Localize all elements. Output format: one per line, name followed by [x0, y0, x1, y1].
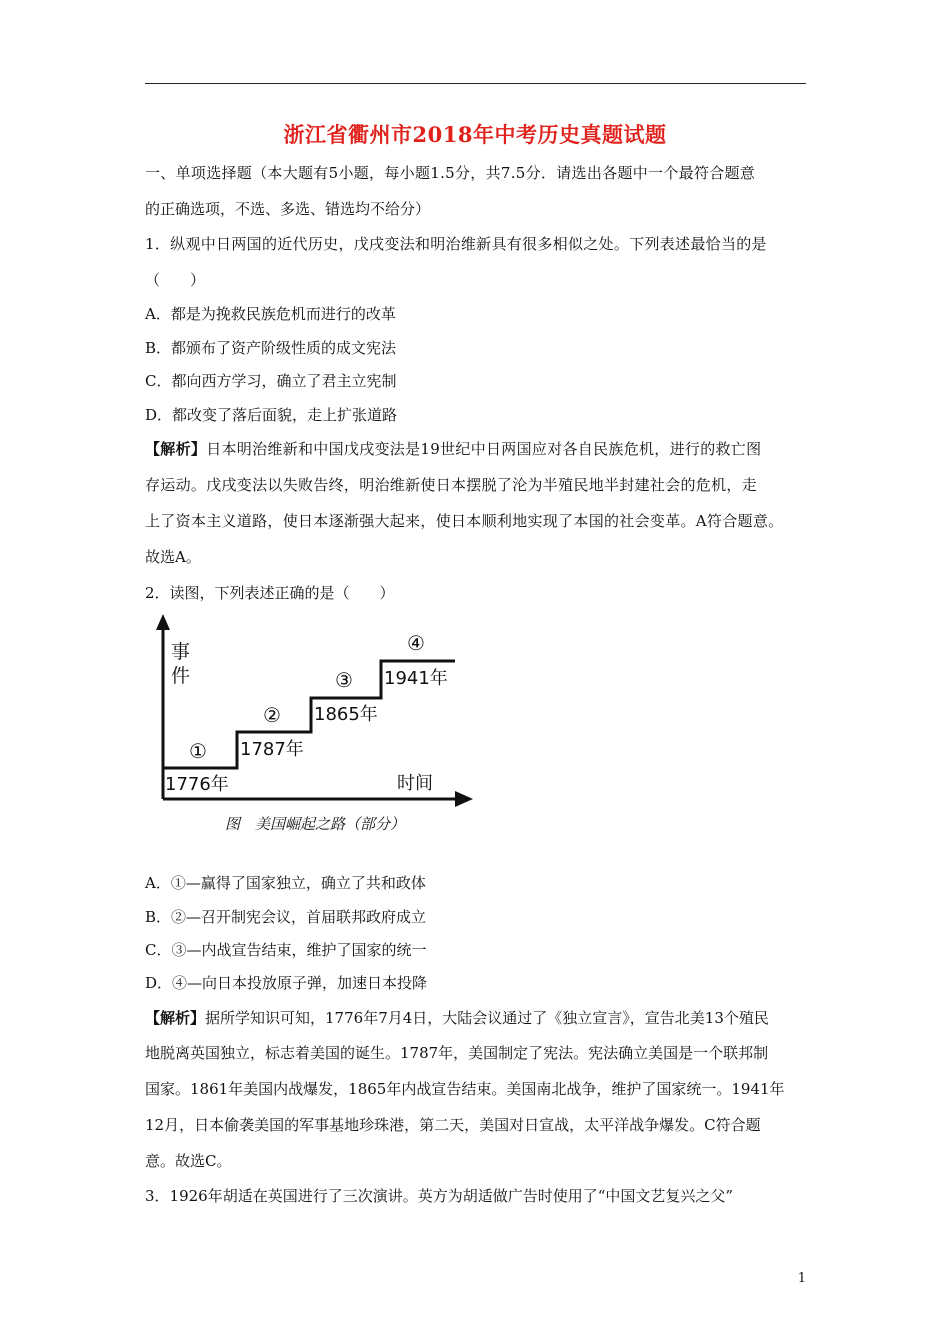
q2-analysis-tag: 【解析】	[145, 1009, 206, 1027]
q2-analysis-line-1	[145, 1007, 769, 1029]
q1-analysis-line-3: 上了资本主义道路，使日本逐渐强大起来，使日本顺利地实现了本国的社会变革。A符合题意。	[145, 512, 784, 530]
q1-analysis-line-4: 故选A。	[145, 548, 201, 566]
q2-option-d: D．④—向日本投放原子弹，加速日本投降	[145, 974, 428, 992]
header-rule	[145, 83, 806, 84]
q3-stem: 3．1926年胡适在英国进行了三次演讲。英方为胡适做广告时使用了“中国文艺复兴之父”	[145, 1187, 734, 1205]
q1-analysis-line-2: 存运动。戊戌变法以失败告终，明治维新使日本摆脱了沦为半殖民地半封建社会的危机，走	[145, 476, 758, 494]
q1-analysis-text-1: 日本明治维新和中国戊戌变法是19世纪中日两国应对各自民族危机，进行的救亡图	[206, 440, 762, 458]
page-number: 1	[797, 1271, 806, 1286]
figure-caption: 图 美国崛起之路（部分）	[225, 815, 406, 833]
step-marker-4: ④	[407, 631, 425, 655]
step-year-1: 1776年	[165, 774, 229, 795]
staircase-figure	[145, 610, 485, 845]
q2-analysis-line-3: 国家。1861年美国内战爆发，1865年内战宣告结束。美国南北战争，维护了国家统一。1941年	[145, 1080, 785, 1098]
y-axis-arrow	[156, 614, 170, 630]
section-heading-line-1: 一、单项选择题（本大题有5小题，每小题1.5分，共7.5分．请选出各题中一个最符合题意	[145, 164, 756, 182]
q2-stem: 2．读图，下列表述正确的是（ ）	[145, 584, 395, 602]
x-axis-label: 时间	[397, 773, 433, 794]
q1-analysis-tag: 【解析】	[145, 440, 207, 458]
q1-stem-line-2: （ ）	[145, 271, 206, 289]
q1-analysis-line-1	[145, 438, 761, 460]
q2-analysis-text-1: 据所学知识可知，1776年7月4日，大陆会议通过了《独立宣言》，宣告北美13个殖民	[205, 1009, 769, 1027]
q2-analysis-line-2: 地脱离英国独立，标志着美国的诞生。1787年，美国制定了宪法。宪法确立美国是一个联邦制	[145, 1044, 769, 1062]
step-marker-3: ③	[335, 668, 353, 692]
step-marker-1: ①	[189, 739, 207, 763]
step-year-3: 1865年	[314, 704, 378, 725]
y-axis-label-2: 件	[171, 665, 191, 687]
q2-analysis-line-5: 意。故选C。	[145, 1152, 232, 1170]
step-year-4: 1941年	[384, 668, 448, 689]
section-heading-line-2: 的正确选项，不选、多选、错选均不给分）	[145, 200, 431, 218]
page-title: 浙江省衢州市2018年中考历史真题试题	[283, 122, 667, 147]
q2-analysis-line-4: 12月，日本偷袭美国的军事基地珍珠港，第二天，美国对日宣战，太平洋战争爆发。C符合题	[145, 1116, 761, 1134]
q1-option-a: A．都是为挽救民族危机而进行的改革	[145, 305, 396, 323]
q2-option-c: C．③—内战宣告结束，维护了国家的统一	[145, 941, 427, 959]
q1-option-b: B．都颁布了资产阶级性质的成文宪法	[145, 339, 397, 357]
x-axis-arrow	[455, 791, 473, 807]
q2-option-b: B．②—召开制宪会议，首届联邦政府成立	[145, 908, 427, 926]
q1-option-d: D．都改变了落后面貌，走上扩张道路	[145, 406, 398, 424]
step-year-2: 1787年	[240, 739, 304, 760]
q1-stem-line-1: 1．纵观中日两国的近代历史，戊戌变法和明治维新具有很多相似之处。下列表述最恰当的是	[145, 235, 767, 253]
q2-option-a: A．①—赢得了国家独立，确立了共和政体	[145, 874, 426, 892]
step-marker-2: ②	[263, 703, 281, 727]
y-axis-label-1: 事	[171, 641, 191, 663]
q1-option-c: C．都向西方学习，确立了君主立宪制	[145, 372, 397, 390]
